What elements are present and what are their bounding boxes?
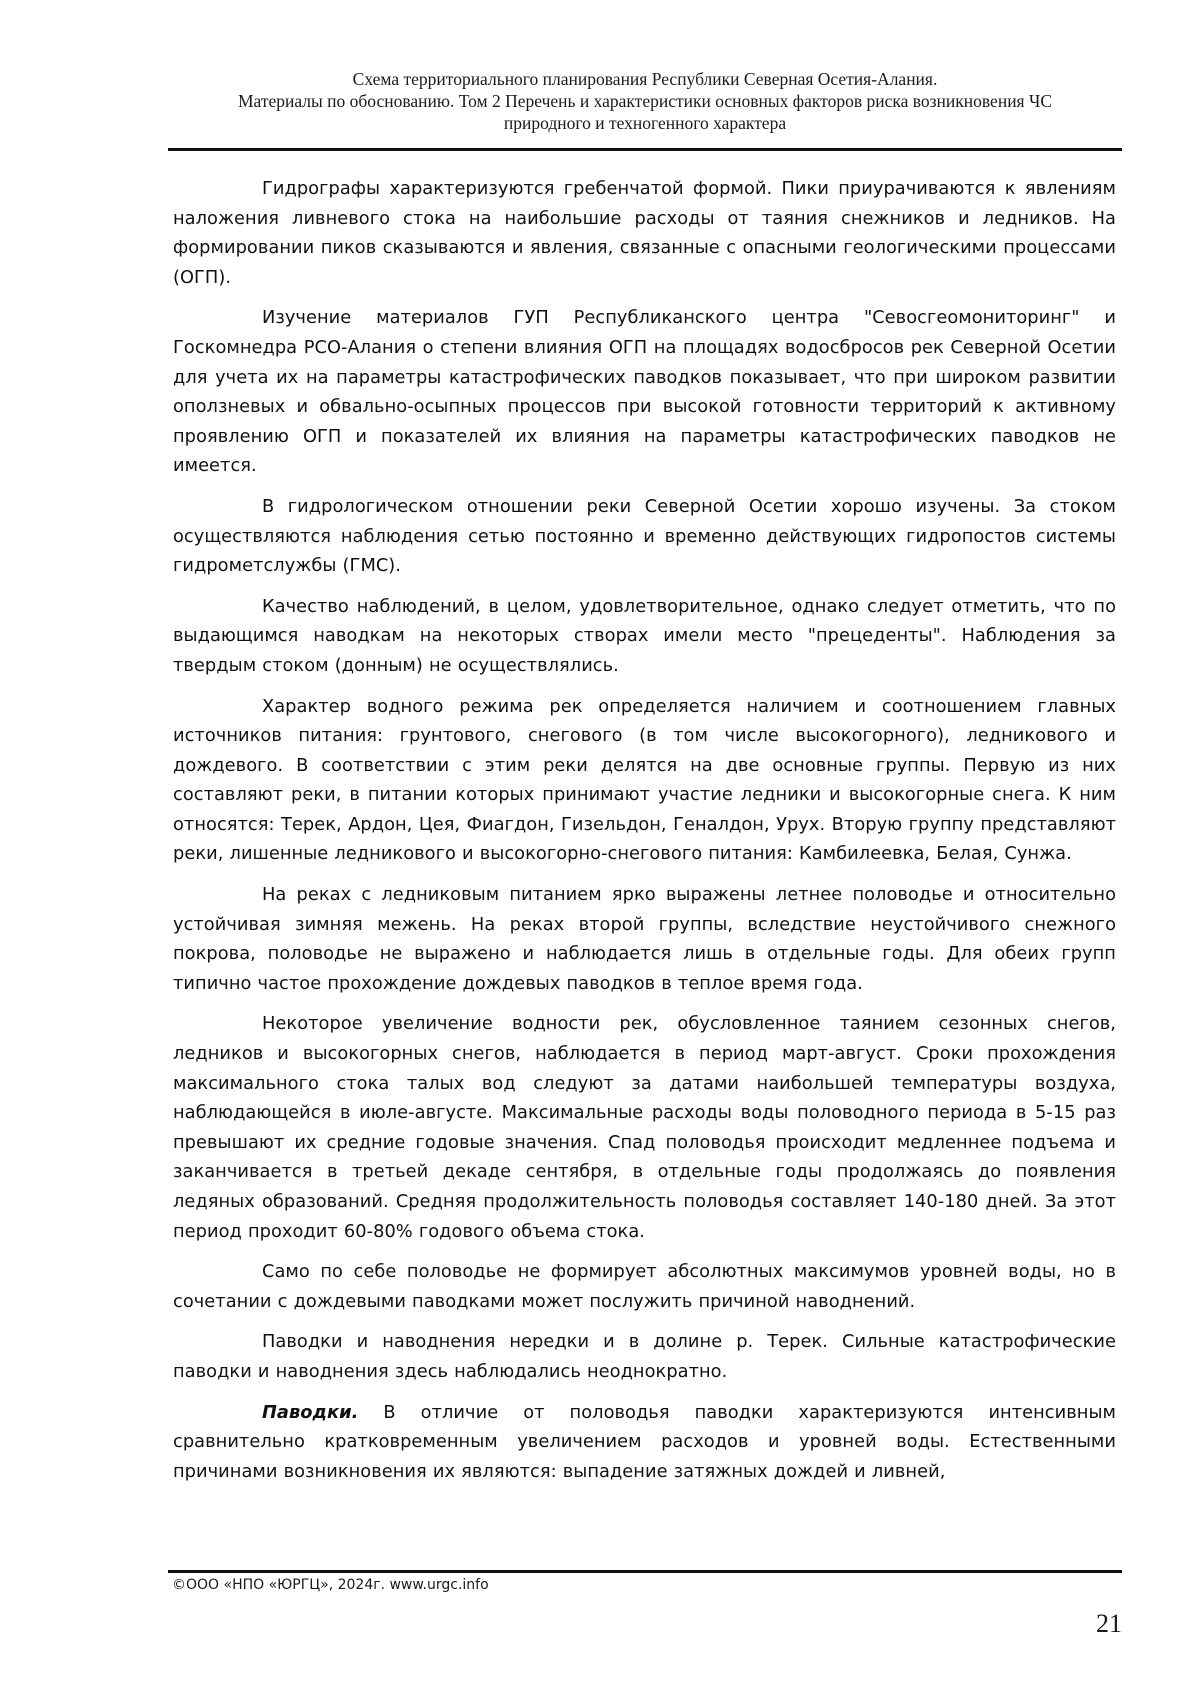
paragraph: Некоторое увеличение водности рек, обусловленное таянием сезонных снегов, ледников и высокогорных снегов, наблюдается в период март-август. Сроки прохождения максимального стока талых вод следуют за датами наибольшей температуры воздуха, наблюдающейся в июле-августе. Максимальные расходы воды половодного периода в 5-15 раз превышают их средние годовые значения. Спад половодья происходит медленнее подъема и заканчивается в третьей декаде сентября, в отдельные годы продолжаясь до появления ледяных образований. Средняя продолжительность половодья составляет 140-180 дней. За этот период проходит 60-80% годового объема стока. bbox=[173, 1013, 1116, 1242]
footer-divider bbox=[168, 1570, 1122, 1573]
paragraph: Качество наблюдений, в целом, удовлетворительное, однако следует отметить, что по выдающимся наводкам на некоторых створах имели место "прецеденты". Наблюдения за твердым стоком (донным) не осуществлялись. bbox=[173, 595, 1116, 676]
paragraph: Изучение материалов ГУП Республиканского центра "Севосгеомониторинг" и Госкомнедра РСО-Алания о степени влияния ОГП на площадях водосбросов рек Северной Осетии для учета их на параметры катастрофических паводков показывает, что при широком развитии оползневых и обвально-осыпных процессов при высокой готовности территорий к активному проявлению ОГП и показателей их влияния на параметры катастрофических паводков не имеется. bbox=[173, 307, 1116, 477]
document-body bbox=[173, 174, 1116, 1497]
header-line-2: Материалы по обоснованию. Том 2 Перечень и характеристики основных факторов риска возникновения ЧС bbox=[237, 91, 1053, 111]
page-number: 21 bbox=[1096, 1609, 1122, 1638]
paragraph: Паводки и наводнения нередки и в долине р. Терек. Сильные катастрофические паводки и наводнения здесь наблюдались неоднократно. bbox=[173, 1331, 1116, 1382]
paragraph: Характер водного режима рек определяется наличием и соотношением главных источников питания: грунтового, снегового (в том числе высокогорного), ледникового и дождевого. В соответствии с этим реки делятся на две основные группы. Первую из них составляют реки, в питании которых принимают участие ледники и высокогорные снега. К ним относятся: Терек, Ардон, Цея, Фиагдон, Гизельдон, Геналдон, Урух. Вторую группу представляют реки, лишенные ледникового и высокогорно-снегового питания: Камбилеевка, Белая, Сунжа. bbox=[173, 695, 1116, 865]
header-line-3: природного и техногенного характера bbox=[503, 113, 787, 133]
paragraph-floods-text: В отличие от половодья паводки характеризуются интенсивным сравнительно кратковременным увеличением расходов и уровней воды. Естественными причинами возникновения их являются: выпадение затяжных дождей и ливней, bbox=[173, 1401, 1116, 1482]
footer-copyright: ©ООО «НПО «ЮРГЦ», 2024г. www.urgc.info bbox=[172, 1577, 489, 1593]
paragraph: В гидрологическом отношении реки Северной Осетии хорошо изучены. За стоком осуществляются наблюдения сетью постоянно и временно действующих гидропостов системы гидрометслужбы (ГМС). bbox=[173, 495, 1116, 577]
header-line-1: Схема территориального планирования Республики Северная Осетия-Алания. bbox=[352, 69, 938, 89]
paragraph: На реках с ледниковым питанием ярко выражены летнее половодье и относительно устойчивая зимняя межень. На реках второй группы, вследствие неустойчивого снежного покрова, половодье не выражено и наблюдается лишь в отдельные годы. Для обеих групп типично частое прохождение дождевых паводков в теплое время года. bbox=[173, 884, 1116, 994]
paragraph: Гидрографы характеризуются гребенчатой формой. Пики приурачиваются к явлениям наложения ливневого стока на наибольшие расходы от таяния снежников и ледников. На формировании пиков сказываются и явления, связанные с опасными геологическими процессами (ОГП). bbox=[173, 178, 1116, 288]
page-header bbox=[168, 68, 1122, 134]
header-divider bbox=[168, 148, 1122, 151]
paragraph: Само по себе половодье не формирует абсолютных максимумов уровней воды, но в сочетании с дождевыми паводками может послужить причиной наводнений. bbox=[173, 1261, 1116, 1312]
paragraph-floods bbox=[173, 1398, 1116, 1487]
term-floods: Паводки. bbox=[262, 1401, 359, 1423]
